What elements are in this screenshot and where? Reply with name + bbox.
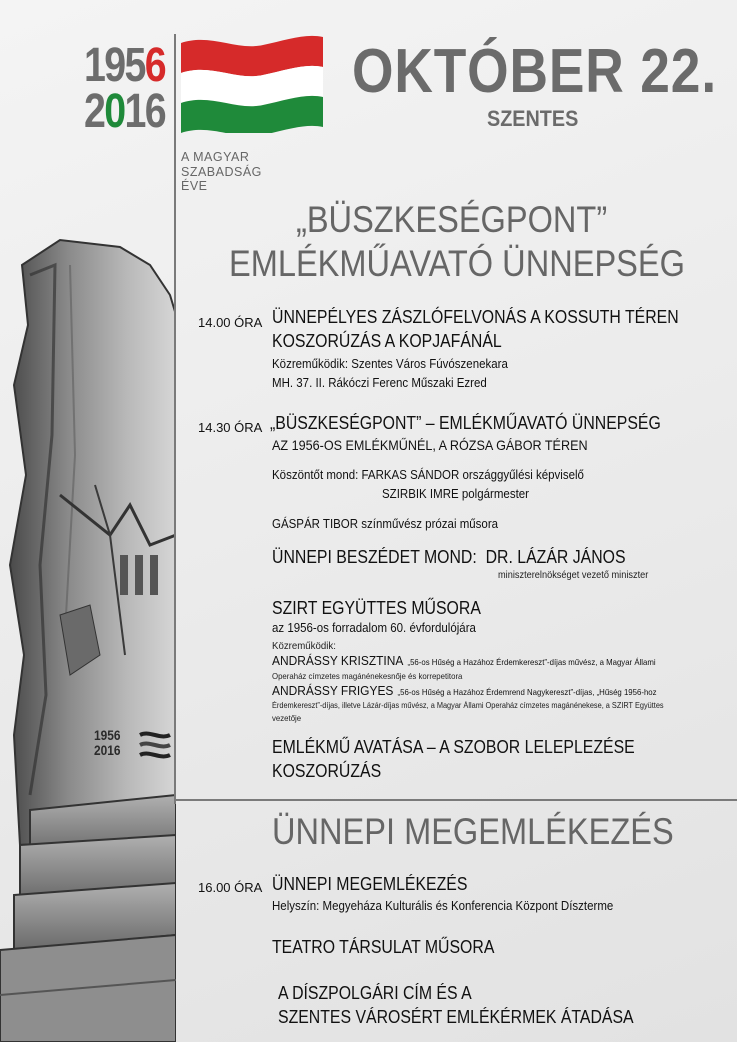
speech-row [272,547,626,568]
contrib-label: Közreműködik: [272,640,336,652]
greeting-row2 [382,486,529,503]
szirt-title: SZIRT EGYÜTTES MŰSORA [272,598,481,618]
event2-line1: ÜNNEPI MEGEMLÉKEZÉS [272,874,468,894]
horizontal-divider [176,799,737,801]
item1-line1: ÜNNEPÉLYES ZÁSZLÓFELVONÁS A KOSSUTH TÉREN [272,307,679,327]
actor-role: színművész prózai műsora [361,517,499,531]
speech-label: ÜNNEPI BESZÉDET MOND: [272,547,477,567]
item2-line1: „BÜSZKESÉGPONT” – EMLÉKMŰAVATÓ ÜNNEPSÉG [270,413,661,433]
tagline-line: A MAGYAR [181,150,250,164]
performer1-name: ANDRÁSSY KRISZTINA [272,653,404,668]
plaque-year-top: 1956 [94,727,121,743]
szirt-sub: az 1956-os forradalom 60. évfordulójára [272,621,476,635]
tagline-line: SZABADSÁG [181,164,262,179]
event1-title-line1: „BÜSZKESÉGPONT” [296,199,608,240]
item1-detail1: Közreműködik: Szentes Város Fúvószenekara [272,357,508,371]
greeting-label: Köszöntőt mond: [272,468,359,482]
performer1-desc-a: „56-os Hűség a Hazához Érdemkereszt”-díjas művész, a Magyar Állami [407,657,656,667]
teatro-line: TEATRO TÁRSULAT MŰSORA [272,937,495,957]
event-city: SZENTES [487,106,579,131]
speech-name: DR. LÁZÁR JÁNOS [485,547,626,567]
monument-illustration [0,235,176,1042]
item1-detail2: MH. 37. II. Rákóczi Ferenc Műszaki Ezred [272,376,487,390]
greeting-role2: polgármester [461,487,529,501]
award-line1: A DÍSZPOLGÁRI CÍM ÉS A [278,983,472,1003]
performer2-desc-b: Érdemkereszt”-díjas, illetve Lázár-díjas művész, a Magyar Állami Operaház címzetes magánénekese, a SZIRT Együttes [272,701,664,710]
vertical-divider [174,34,176,804]
item2-line2: AZ 1956-OS EMLÉKMŰNÉL, A RÓZSA GÁBOR TÉREN [272,437,588,453]
performer2-name: ANDRÁSSY FRIGYES [272,683,394,698]
year-2016: 2016 [84,85,166,138]
item1-line2: KOSZORÚZÁS A KOPJAFÁNÁL [272,331,502,351]
greeting-role1: országgyűlési képviselő [462,468,584,482]
event2-time: 16.00 ÓRA [198,880,263,895]
speech-role: miniszterelnökséget vezető miniszter [498,570,649,581]
event-date: OKTÓBER 22. [352,37,718,106]
tagline-line: ÉVE [181,179,208,193]
event2-title: ÜNNEPI MEGEMLÉKEZÉS [272,811,674,852]
item1-time: 14.00 ÓRA [198,315,263,330]
award-line2: SZENTES VÁROSÉRT EMLÉKÉRMEK ÁTADÁSA [278,1007,634,1027]
greeting-row1 [272,467,584,484]
monument-plaque [94,728,120,758]
unveil-line1: EMLÉKMŰ AVATÁSA – A SZOBOR LELEPLEZÉSE [272,737,635,757]
event1-title-line2: EMLÉKMŰAVATÓ ÜNNEPSÉG [229,243,685,284]
unveil-line2: KOSZORÚZÁS [272,761,382,781]
item2-time: 14.30 ÓRA [198,420,263,435]
hungarian-flag-icon [181,33,323,133]
year-1956: 1956 [84,39,166,92]
actor-row [272,516,498,533]
plaque-year-bottom: 2016 [94,742,121,758]
performer1 [272,654,695,669]
event2-venue: Helyszín: Megyeháza Kulturális és Konferencia Központ Díszterme [272,899,614,913]
performer2 [272,684,714,699]
performer1-desc-b: Operaház címzetes magánénekesnője és korrepetitora [272,671,463,681]
greeting-name2: SZIRBIK IMRE [382,487,459,501]
performer2-desc-c: vezetője [272,713,302,723]
tagline [181,150,262,194]
performer2-desc-a: „56-os Hűség a Hazához Érdemrend Nagykereszt”-díjas, „Hűség 1956-hoz [397,687,657,697]
greeting-name1: FARKAS SÁNDOR [361,468,460,482]
actor-name: GÁSPÁR TIBOR [272,517,359,531]
